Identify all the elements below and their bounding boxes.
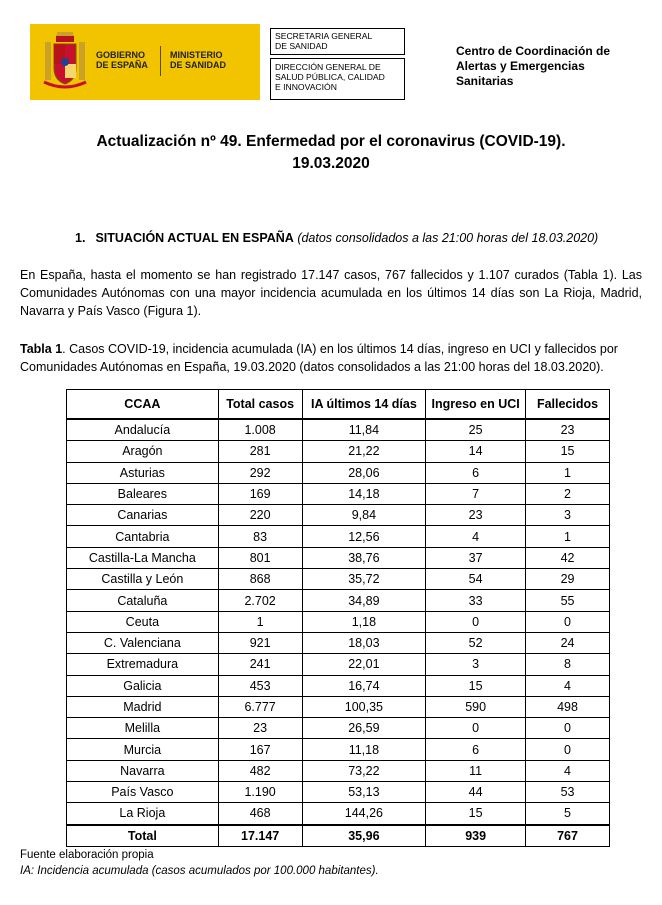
table-caption-label: Tabla 1 <box>20 342 63 356</box>
column-header: Ingreso en UCI <box>426 390 526 420</box>
value-cell: 482 <box>218 760 302 781</box>
value-cell: 868 <box>218 569 302 590</box>
ia-definition-note: IA: Incidencia acumulada (casos acumulados por 100.000 habitantes). <box>20 865 379 877</box>
value-cell: 15 <box>426 803 526 825</box>
table-row <box>67 803 610 825</box>
value-cell: 12,56 <box>302 526 426 547</box>
value-cell: 4 <box>526 760 610 781</box>
source-note: Fuente elaboración propia <box>20 849 154 861</box>
value-cell: 11,18 <box>302 739 426 760</box>
value-cell: 16,74 <box>302 675 426 696</box>
table-row <box>67 675 610 696</box>
value-cell: 1.190 <box>218 782 302 803</box>
value-cell: 34,89 <box>302 590 426 611</box>
table-row <box>67 483 610 504</box>
section-number: 1. <box>75 231 86 245</box>
value-cell: 15 <box>526 441 610 462</box>
value-cell: 83 <box>218 526 302 547</box>
value-cell: 2.702 <box>218 590 302 611</box>
value-cell: 100,35 <box>302 696 426 717</box>
value-cell: 25 <box>426 419 526 441</box>
gobierno-label: GOBIERNO DE ESPAÑA <box>96 50 148 70</box>
region-cell: Extremadura <box>67 654 219 675</box>
table-row <box>67 441 610 462</box>
region-cell: Galicia <box>67 675 219 696</box>
value-cell: 44 <box>426 782 526 803</box>
value-cell: 73,22 <box>302 760 426 781</box>
section-heading <box>75 231 598 245</box>
value-cell: 6 <box>426 462 526 483</box>
value-cell: 453 <box>218 675 302 696</box>
table-row <box>67 782 610 803</box>
value-cell: 2 <box>526 483 610 504</box>
value-cell: 0 <box>526 611 610 632</box>
region-cell: Melilla <box>67 718 219 739</box>
value-cell: 0 <box>526 718 610 739</box>
region-cell: Canarias <box>67 505 219 526</box>
value-cell: 14,18 <box>302 483 426 504</box>
value-cell: 42 <box>526 547 610 568</box>
value-cell: 23 <box>218 718 302 739</box>
section-title: SITUACIÓN ACTUAL EN ESPAÑA <box>95 231 294 245</box>
value-cell: 169 <box>218 483 302 504</box>
region-cell: Navarra <box>67 760 219 781</box>
value-cell: 468 <box>218 803 302 825</box>
table-caption <box>20 340 650 376</box>
value-cell: 4 <box>526 675 610 696</box>
table-header-row <box>67 390 610 420</box>
value-cell: 0 <box>426 611 526 632</box>
value-cell: 241 <box>218 654 302 675</box>
value-cell: 4 <box>426 526 526 547</box>
value-cell: 52 <box>426 632 526 653</box>
table-caption-text: . Casos COVID-19, incidencia acumulada (IA) en los últimos 14 días, ingreso en UCI y fallecidos por Comunidades Autónomas en España, 19.03.2020 (datos consolidados a las 21:00 horas del 18.03.2020). <box>20 342 618 374</box>
table-row <box>67 590 610 611</box>
table-row <box>67 760 610 781</box>
value-cell: 28,06 <box>302 462 426 483</box>
region-cell: País Vasco <box>67 782 219 803</box>
table-row <box>67 547 610 568</box>
region-cell: Ceuta <box>67 611 219 632</box>
region-cell: Aragón <box>67 441 219 462</box>
region-cell: Madrid <box>67 696 219 717</box>
value-cell: 801 <box>218 547 302 568</box>
value-cell: 23 <box>426 505 526 526</box>
value-cell: 1 <box>218 611 302 632</box>
document-title: Actualización nº 49. Enfermedad por el coronavirus (COVID-19). 19.03.2020 <box>96 133 566 172</box>
region-cell: Murcia <box>67 739 219 760</box>
value-cell: 33 <box>426 590 526 611</box>
table-row <box>67 526 610 547</box>
table-row <box>67 611 610 632</box>
value-cell: 3 <box>426 654 526 675</box>
value-cell: 35,72 <box>302 569 426 590</box>
value-cell: 220 <box>218 505 302 526</box>
value-cell: 53,13 <box>302 782 426 803</box>
value-cell: 11,84 <box>302 419 426 441</box>
value-cell: 11 <box>426 760 526 781</box>
logo-divider <box>160 46 161 76</box>
value-cell: 21,22 <box>302 441 426 462</box>
total-value-cell: 767 <box>526 825 610 847</box>
value-cell: 29 <box>526 569 610 590</box>
value-cell: 6 <box>426 739 526 760</box>
value-cell: 281 <box>218 441 302 462</box>
value-cell: 54 <box>426 569 526 590</box>
value-cell: 26,59 <box>302 718 426 739</box>
table-row <box>67 569 610 590</box>
table-row <box>67 419 610 441</box>
table-row <box>67 632 610 653</box>
table-total-row <box>67 825 610 847</box>
value-cell: 1 <box>526 526 610 547</box>
covid-cases-table <box>66 389 610 847</box>
table-row <box>67 718 610 739</box>
value-cell: 0 <box>526 739 610 760</box>
value-cell: 590 <box>426 696 526 717</box>
value-cell: 292 <box>218 462 302 483</box>
table-row <box>67 654 610 675</box>
value-cell: 6.777 <box>218 696 302 717</box>
value-cell: 15 <box>426 675 526 696</box>
value-cell: 23 <box>526 419 610 441</box>
total-value-cell: 17.147 <box>218 825 302 847</box>
column-header: CCAA <box>67 390 219 420</box>
region-cell: C. Valenciana <box>67 632 219 653</box>
table-row <box>67 696 610 717</box>
value-cell: 9,84 <box>302 505 426 526</box>
table-row <box>67 739 610 760</box>
total-label-cell: Total <box>67 825 219 847</box>
region-cell: Castilla-La Mancha <box>67 547 219 568</box>
region-cell: Andalucía <box>67 419 219 441</box>
value-cell: 1.008 <box>218 419 302 441</box>
centro-coordinacion-title: Centro de Coordinación de Alertas y Emergencias Sanitarias <box>456 44 611 88</box>
direccion-box: DIRECCIÓN GENERAL DE SALUD PÚBLICA, CALIDAD E INNOVACIÓN <box>270 58 405 100</box>
value-cell: 55 <box>526 590 610 611</box>
table-row <box>67 462 610 483</box>
region-cell: Cataluña <box>67 590 219 611</box>
value-cell: 8 <box>526 654 610 675</box>
value-cell: 18,03 <box>302 632 426 653</box>
region-cell: Asturias <box>67 462 219 483</box>
value-cell: 921 <box>218 632 302 653</box>
secretaria-box: SECRETARIA GENERAL DE SANIDAD <box>270 28 405 55</box>
region-cell: La Rioja <box>67 803 219 825</box>
table-row <box>67 505 610 526</box>
value-cell: 22,01 <box>302 654 426 675</box>
section-note: (datos consolidados a las 21:00 horas del 18.03.2020) <box>297 231 599 245</box>
ministerio-label: MINISTERIO DE SANIDAD <box>170 50 227 70</box>
value-cell: 1,18 <box>302 611 426 632</box>
value-cell: 3 <box>526 505 610 526</box>
value-cell: 167 <box>218 739 302 760</box>
region-cell: Cantabria <box>67 526 219 547</box>
summary-paragraph: En España, hasta el momento se han registrado 17.147 casos, 767 fallecidos y 1.107 curados (Tabla 1). Las Comunidades Autónomas con una mayor incidencia acumulada en los últimos 14 días son La Rioja, Madrid, Navarra y País Vasco (Figura 1). <box>20 268 642 318</box>
value-cell: 7 <box>426 483 526 504</box>
value-cell: 1 <box>526 462 610 483</box>
region-cell: Castilla y León <box>67 569 219 590</box>
value-cell: 144,26 <box>302 803 426 825</box>
total-value-cell: 939 <box>426 825 526 847</box>
value-cell: 53 <box>526 782 610 803</box>
column-header: IA últimos 14 días <box>302 390 426 420</box>
value-cell: 0 <box>426 718 526 739</box>
coat-of-arms-icon <box>42 30 88 94</box>
column-header: Total casos <box>218 390 302 420</box>
value-cell: 24 <box>526 632 610 653</box>
value-cell: 38,76 <box>302 547 426 568</box>
region-cell: Baleares <box>67 483 219 504</box>
total-value-cell: 35,96 <box>302 825 426 847</box>
value-cell: 5 <box>526 803 610 825</box>
value-cell: 37 <box>426 547 526 568</box>
value-cell: 498 <box>526 696 610 717</box>
value-cell: 14 <box>426 441 526 462</box>
column-header: Fallecidos <box>526 390 610 420</box>
